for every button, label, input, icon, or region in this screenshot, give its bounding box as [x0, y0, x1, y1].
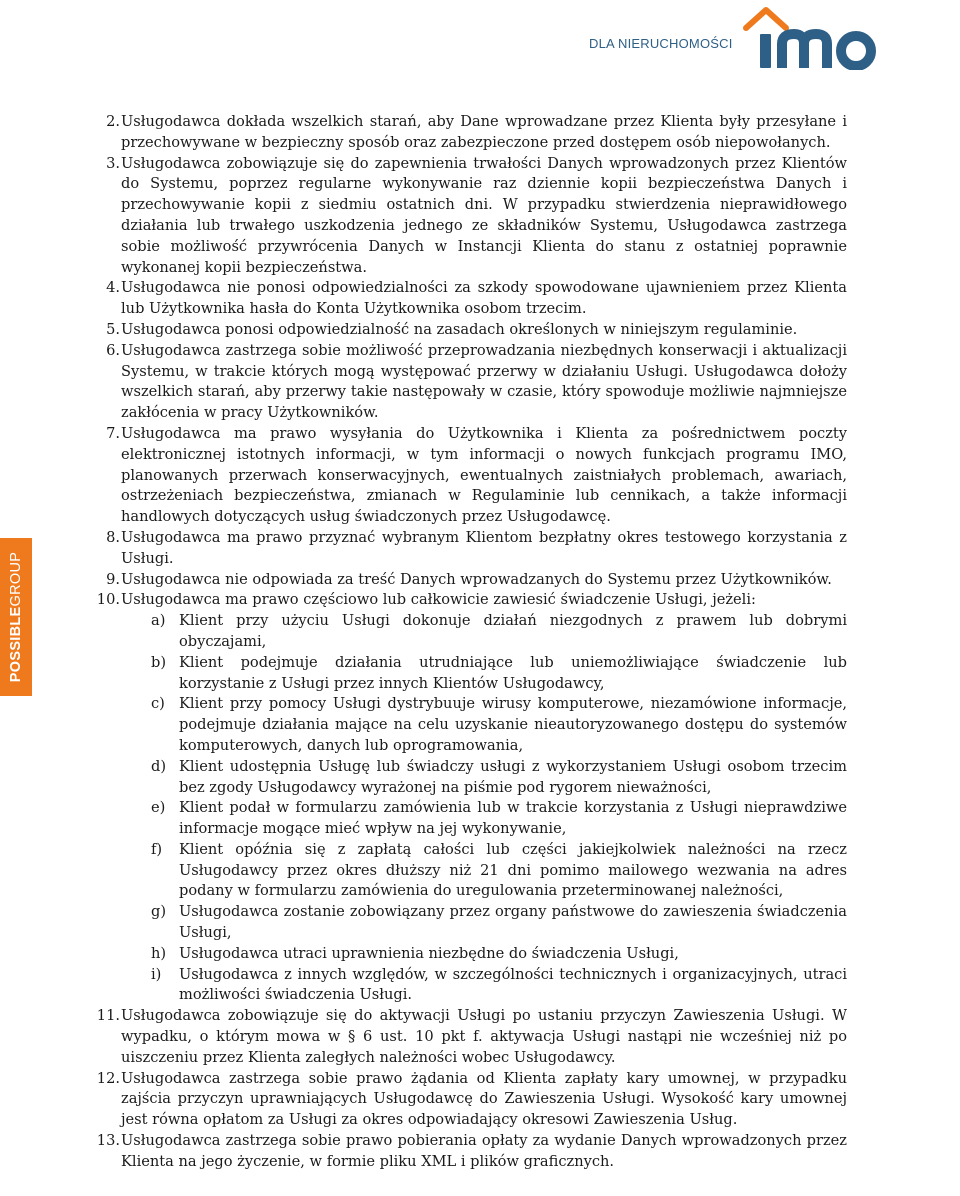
sub-item-letter: g): [151, 903, 167, 921]
item-number: 4.: [106, 279, 120, 297]
regulations-list: [88, 112, 847, 1173]
item-number: 2.: [106, 113, 120, 130]
sub-list-item: [151, 757, 847, 799]
list-item: [88, 590, 847, 1006]
item-number: 11.: [96, 1007, 120, 1025]
item-text: Usługodawca ma prawo częściowo lub całkowicie zawiesić świadczenie Usługi, jeżeli:: [121, 591, 756, 609]
item-number: 13.: [96, 1132, 120, 1150]
sub-item-text: Klient podał w formularzu zamówienia lub w trakcie korzystania z Usługi nieprawdziwe informacje mogące mieć wpływ na jej wykonywanie,: [179, 799, 847, 838]
item-text: Usługodawca zastrzega sobie prawo pobierania opłaty za wydanie Danych wprowadzonych przez Klienta na jego życzenie, w formie pliku XML i plików graficznych.: [121, 1132, 847, 1170]
list-item: [88, 1006, 847, 1068]
item-number: 9.: [106, 570, 120, 588]
item-text: Usługodawca nie odpowiada za treść Danych wprowadzanych do Systemu przez Użytkowników.: [121, 570, 832, 588]
sub-item-text: Klient podejmuje działania utrudniające lub uniemożliwiające świadczenie lub korzystanie z Usługi przez innych Klientów Usługodawcy,: [179, 653, 847, 692]
item-text: Usługodawca zobowiązuje się do zapewnienia trwałości Danych wprowadzonych przez Klientów do Systemu, poprzez regularne wykonywanie raz dziennie kopii bezpieczeństwa Danych i przechowywanie kopii z siedmiu ostatnich dni. W przypadku stwierdzenia nieprawidłowego działania lub trwałego uszkodzenia jednego ze składników Systemu, Usługodawca zastrzega sobie możliwość przywrócenia Danych w Instancji Klienta do stanu z ostatniej poprawnie wykonanej kopii bezpieczeństwa.: [121, 154, 847, 276]
sub-item-letter: h): [151, 944, 167, 962]
list-item: [88, 320, 847, 341]
list-item: [88, 424, 847, 528]
header-tagline: DLA NIERUCHOMOŚCI: [589, 36, 733, 51]
sub-item-letter: i): [151, 965, 162, 983]
item-text: Usługodawca zastrzega sobie możliwość przeprowadzania niezbędnych konserwacji i aktualizacji Systemu, w trakcie których mogą występować przerwy w działaniu Usługi. Usługodawca dołoży wszelkich starań, aby przerwy takie następowały w czasie, który spowoduje możliwie najmniejsze zakłócenia w pracy Użytkowników.: [121, 341, 847, 422]
item-text: Usługodawca ma prawo wysyłania do Użytkownika i Klienta za pośrednictwem poczty elektronicznej istotnych informacji, w tym informacji o nowych funkcjach programu IMO, planowanych przerwach konserwacyjnych, ewentualnych zaistniałych problemach, awariach, ostrzeżeniach bezpieczeństwa, zmianach w Regulaminie lub cennikach, a także informacji handlowych dotyczących usług świadczonych przez Usługodawcę.: [121, 424, 847, 526]
sub-item-letter: a): [151, 612, 166, 630]
list-item: [88, 112, 847, 154]
list-item: [88, 1131, 847, 1173]
item-text: Usługodawca zastrzega sobie prawo żądania od Klienta zapłaty kary umownej, w przypadku zajścia przyczyn uprawniających Usługodawcę do Zawieszenia Usługi. Wysokość kary umownej jest równa opłatom za Usługi za okres odpowiadający okresowi Zawieszenia Usług.: [121, 1069, 847, 1129]
item-number: 3.: [106, 154, 120, 172]
item-text: Usługodawca ma prawo przyznać wybranym Klientom bezpłatny okres testowego korzystania z Usługi.: [121, 528, 847, 567]
item-text: Usługodawca zobowiązuje się do aktywacji Usługi po ustaniu przyczyn Zawieszenia Usługi. W wypadku, o którym mowa w § 6 ust. 10 pkt f. aktywacja Usługi nastąpi nie wcześniej niż po uiszczeniu przez Klienta zaległych należności wobec Usługodawcy.: [121, 1007, 847, 1066]
sub-list-item: [151, 965, 847, 1007]
group-label: GROUP: [8, 551, 24, 607]
list-item: [88, 1069, 847, 1131]
sub-list: [151, 611, 847, 1006]
list-item: [88, 341, 847, 424]
item-number: 12.: [96, 1069, 120, 1087]
sub-item-text: Klient opóźnia się z zapłatą całości lub części jakiejkolwiek należności na rzecz Usługodawcy przez okres dłuższy niż 21 dni pomimo mailowego wezwania na adres podany w formularzu zamówienia do uregulowania przeterminowanej należności,: [179, 840, 847, 900]
possible-group-tab: [0, 538, 32, 696]
sub-item-letter: e): [151, 799, 166, 817]
possible-group-label: [8, 552, 24, 682]
sub-item-letter: c): [151, 695, 165, 713]
sub-item-text: Usługodawca zostanie zobowiązany przez organy państwowe do zawieszenia świadczenia Usługi,: [179, 903, 847, 942]
item-text: Usługodawca dokłada wszelkich starań, aby Dane wprowadzane przez Klienta były przesyłane i przechowywane w bezpieczny sposób oraz zabezpieczone przed dostępem osób niepowołanych.: [121, 113, 847, 151]
item-text: Usługodawca ponosi odpowiedzialność na zasadach określonych w niniejszym regulaminie.: [121, 320, 798, 338]
sub-item-text: Usługodawca z innych względów, w szczególności technicznych i organizacyjnych, utraci możliwości świadczenia Usługi.: [179, 965, 847, 1004]
item-number: 7.: [106, 424, 120, 442]
imo-logo: [740, 4, 882, 70]
list-item: [88, 278, 847, 320]
sub-list-item: [151, 611, 847, 653]
sub-list-item: [151, 840, 847, 902]
item-number: 6.: [106, 341, 120, 359]
item-number: 10.: [96, 591, 120, 609]
item-number: 5.: [106, 320, 120, 338]
sub-item-text: Klient przy użyciu Usługi dokonuje działań niezgodnych z prawem lub dobrymi obyczajami,: [179, 612, 847, 650]
list-item: [88, 528, 847, 570]
sub-item-letter: d): [151, 757, 167, 775]
sub-list-item: [151, 902, 847, 944]
sub-list-item: [151, 944, 847, 965]
regulations-content: [88, 112, 847, 1173]
sub-list-item: [151, 653, 847, 695]
sub-item-letter: f): [151, 840, 163, 858]
sub-list-item: [151, 798, 847, 840]
item-text: Usługodawca nie ponosi odpowiedzialności za szkody spowodowane ujawnieniem przez Klienta lub Użytkownika hasła do Konta Użytkownika osobom trzecim.: [121, 279, 847, 318]
sub-item-letter: b): [151, 653, 167, 671]
page-header: [0, 0, 960, 80]
item-number: 8.: [106, 528, 120, 546]
sub-item-text: Klient udostępnia Usługę lub świadczy usługi z wykorzystaniem Usługi osobom trzecim bez zgody Usługodawcy wyrażonej na piśmie pod rygorem nieważności,: [179, 757, 847, 796]
sub-item-text: Klient przy pomocy Usługi dystrybuuje wirusy komputerowe, niezamówione informacje, podejmuje działania mające na celu uzyskanie nieautoryzowanego dostępu do systemów komputerowych, danych lub oprogramowania,: [179, 695, 847, 754]
possible-label: POSSIBLE: [8, 606, 24, 683]
list-item: [88, 154, 847, 279]
sub-list-item: [151, 694, 847, 756]
sub-item-text: Usługodawca utraci uprawnienia niezbędne do świadczenia Usługi,: [179, 944, 679, 962]
list-item: [88, 570, 847, 591]
